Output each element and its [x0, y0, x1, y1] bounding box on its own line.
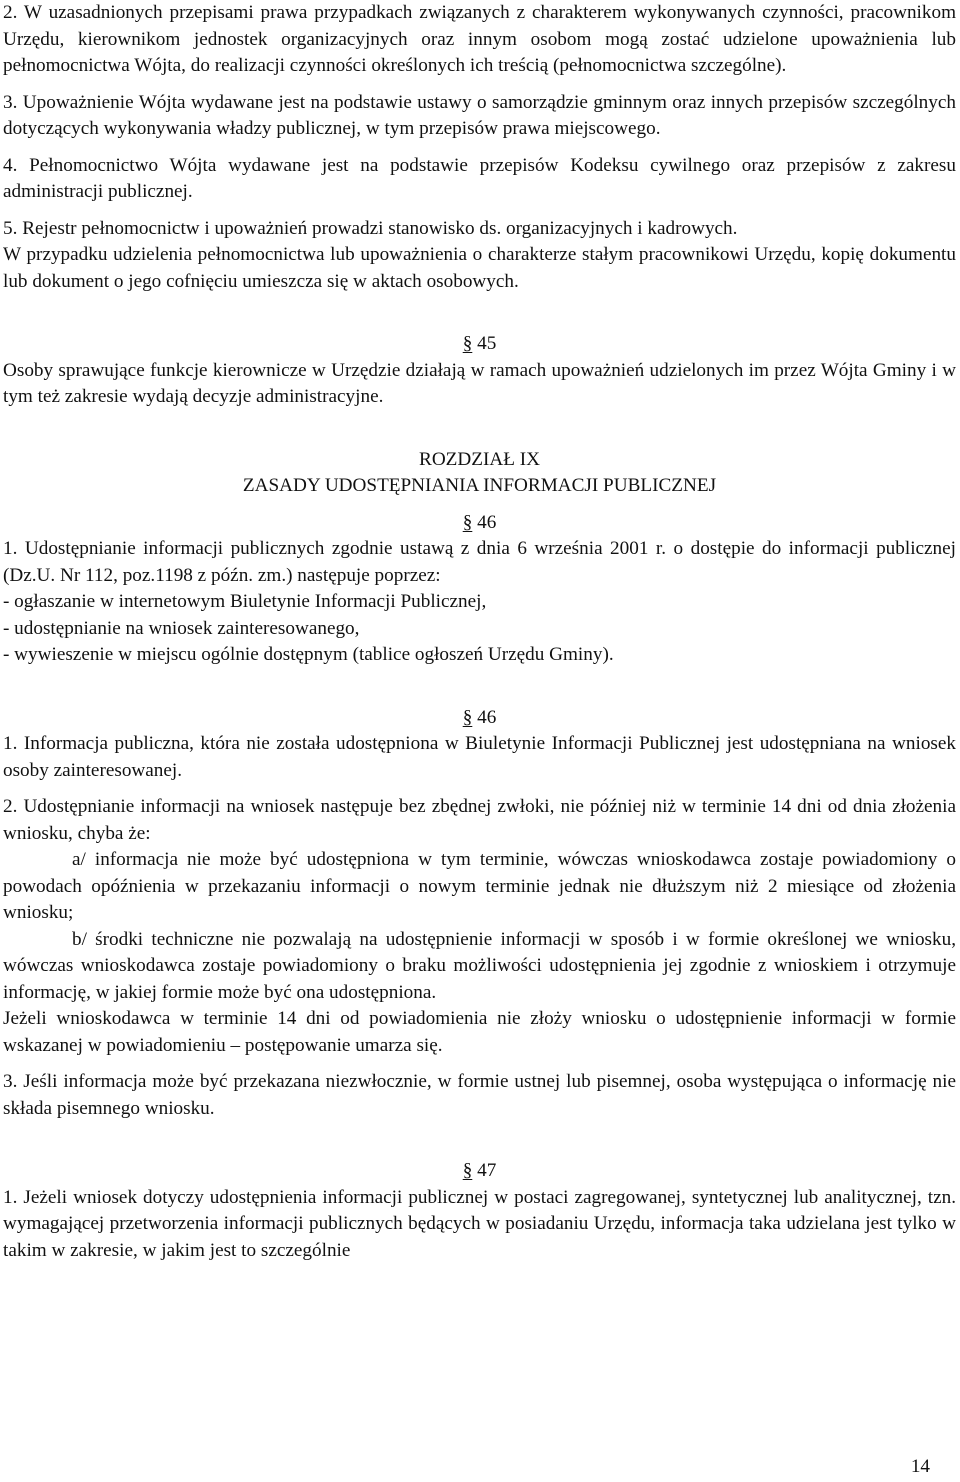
section-46b-item-a: a/ informacja nie może być udostępniona w tym terminie, wówczas wnioskodawca zostaje powiadomiony o powodach opóźnienia w przekazaniu informacji o nowym terminie jednak nie dłuższym niż 2 miesiące od złożenia wniosku; [3, 849, 956, 923]
section-heading-47 [3, 1158, 956, 1185]
section-number: 45 [477, 333, 497, 354]
paragraph-2: 2. W uzasadnionych przepisami prawa przypadkach związanych z charakterem wykonywanych czynności, pracownikom Urzędu, kierownikom jednostek organizacyjnych oraz innym osobom mogą zostać udzielone upoważnienia lub pełnomocnictwa Wójta, do realizacji czynności określonych ich treścią (pełnomocnictwa szczególne). [3, 2, 956, 76]
list-item: - udostępnianie na wniosek zainteresowanego, [3, 617, 360, 639]
section-46b-discontinuation: Jeżeli wnioskodawca w terminie 14 dni od powiadomienia nie złoży wniosku o udostępnienie informacji w formie wskazanej w powiadomieniu – postępowanie umarza się. [3, 1008, 956, 1056]
section-number: 47 [477, 1160, 497, 1181]
paragraph-3: 3. Upoważnienie Wójta wydawane jest na podstawie ustawy o samorządzie gminnym oraz innych przepisów szczególnych dotyczących wykonywania władzy publicznej, w tym przepisów prawa miejscowego. [3, 91, 956, 139]
section-symbol: § [462, 333, 473, 354]
section-heading-46 [3, 510, 956, 537]
paragraph-5-register: 5. Rejestr pełnomocnictw i upoważnień prowadzi stanowisko ds. organizacyjnych i kadrowych. [3, 217, 738, 239]
paragraph-5-personnel-files: W przypadku udzielenia pełnomocnictwa lub upoważnienia o charakterze stałym pracownikowi Urzędu, kopię dokumentu lub dokument o jego cofnięciu umieszcza się w aktach osobowych. [3, 244, 956, 292]
section-heading-45 [3, 331, 956, 358]
section-46b-point-1: 1. Informacja publiczna, która nie została udostępniona w Biuletynie Informacji Publicznej jest udostępniana na wniosek osoby zainteresowanej. [3, 733, 956, 781]
section-number: 46 [477, 511, 497, 533]
section-45-text: Osoby sprawujące funkcje kierownicze w Urzędzie działają w ramach upoważnień udzielonych im przez Wójta Gminy i w tym też zakresie wydają decyzje administracyjne. [3, 359, 956, 407]
section-46b-point-2: 2. Udostępnianie informacji na wniosek następuje bez zbędnej zwłoki, nie później niż w terminie 14 dni od dnia złożenia wniosku, chyba że: [3, 796, 956, 844]
section-number: 46 [477, 706, 497, 728]
section-symbol: § [462, 1160, 473, 1181]
section-46b-point-3: 3. Jeśli informacja może być przekazana niezwłocznie, w formie ustnej lub pisemnej, osoba występująca o informację nie składa pisemnego wniosku. [3, 1071, 956, 1119]
section-symbol: § [462, 706, 473, 728]
section-heading-46-second [3, 705, 956, 732]
chapter-title: ROZDZIAŁ IX [419, 448, 540, 470]
list-item: - wywieszenie w miejscu ogólnie dostępnym (tablice ogłoszeń Urzędu Gminy). [3, 644, 614, 665]
section-symbol: § [462, 511, 473, 533]
page-number: 14 [910, 1455, 930, 1477]
list-item: - ogłaszanie w internetowym Biuletynie Informacji Publicznej, [3, 591, 487, 612]
section-47-point-1: 1. Jeżeli wniosek dotyczy udostępnienia informacji publicznej w postaci zagregowanej, syntetycznej lub analitycznej, tzn. wymagającej przetworzenia informacji publicznych będących w posiadaniu Urzędu, informacja taka udzielana jest tylko w takim w zakresie, w jakim jest to szczególnie [3, 1186, 956, 1261]
section-46-point-1: 1. Udostępnianie informacji publicznych zgodnie ustawą z dnia 6 września 2001 r. o dostępie do informacji publicznej (Dz.U. Nr 112, poz.1198 z późn. zm.) następuje poprzez: [3, 538, 956, 586]
paragraph-4: 4. Pełnomocnictwo Wójta wydawane jest na podstawie przepisów Kodeksu cywilnego oraz przepisów z zakresu administracji publicznej. [3, 154, 956, 202]
chapter-subtitle: ZASADY UDOSTĘPNIANIA INFORMACJI PUBLICZNEJ [242, 475, 717, 496]
section-46b-item-b: b/ środki techniczne nie pozwalają na udostępnienie informacji w sposób i w formie określonej we wniosku, wówczas wnioskodawca zostaje powiadomiony o braku możliwości udostępnienia jej zgodnie z wnioskiem i otrzymuje informację, w jakiej formie może być ona udostępniona. [3, 928, 956, 1003]
